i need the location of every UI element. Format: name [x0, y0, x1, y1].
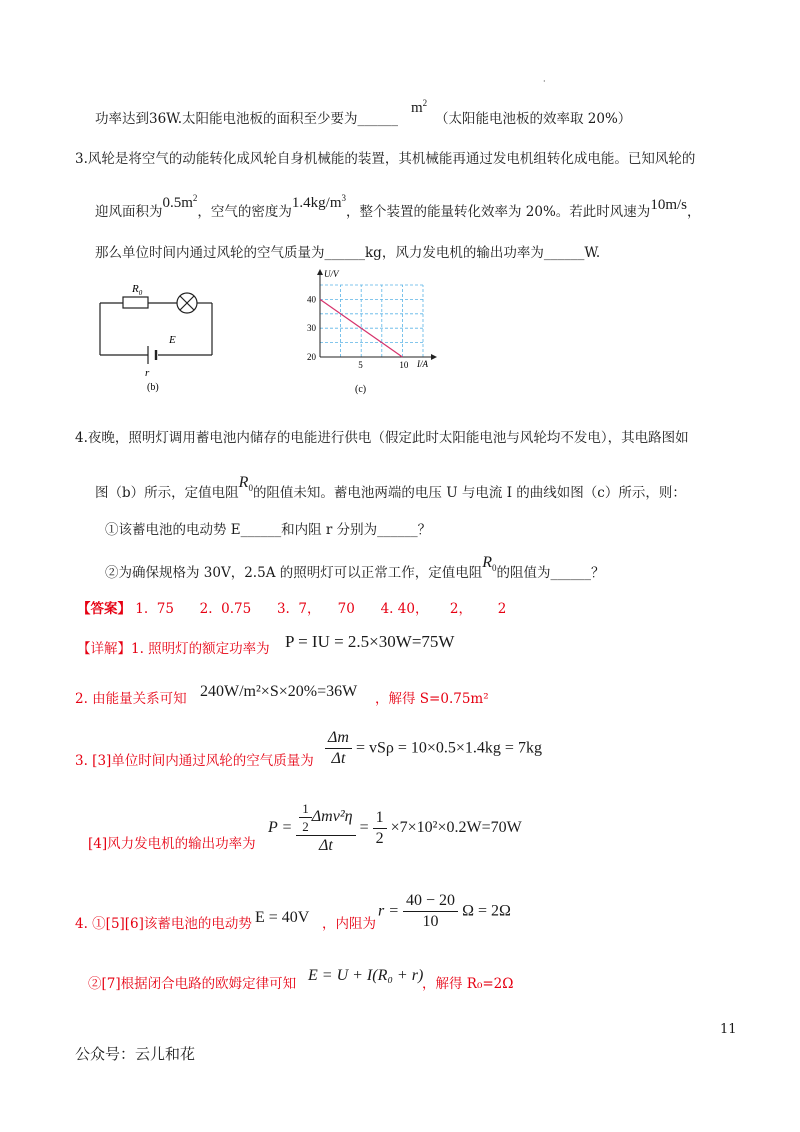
caption-b: (b) — [147, 382, 159, 393]
resistor-r0 — [123, 297, 148, 308]
y-tick-label: 30 — [307, 323, 316, 334]
eq-energy: 240W/m²×S×20%=36W — [200, 683, 358, 700]
x-axis-label: I/A — [417, 359, 428, 369]
answer-line — [77, 603, 506, 617]
internal-r-label: r — [145, 367, 150, 379]
line-power-area — [95, 113, 398, 127]
r0-symbol: $R_0$ — [238, 474, 253, 494]
r0-symbol-2: $R_0$ — [482, 554, 497, 574]
q4-line3: ①该蓄电池的电动势 E______和内阻 r 分别为______？ — [105, 522, 432, 538]
density-value: $1.4kg/m^3$ — [291, 193, 347, 211]
emf-label: E — [169, 334, 176, 346]
y-axis-arrow — [317, 269, 323, 275]
y-tick-label: 20 — [307, 352, 316, 362]
detail-line2: 2. 由能量关系可知 — [75, 691, 187, 707]
y-axis-label: U/V — [324, 269, 339, 279]
detail-line5: 4. ①[5][6]该蓄电池的电动势 — [75, 916, 252, 932]
eq-power-lamp: P = IU = 2.5×30W=75W — [285, 632, 455, 651]
footer-wechat: 公众号：云儿和花 — [75, 1045, 196, 1063]
caption-c: (c) — [355, 384, 367, 395]
q4-line1: 4.夜晚，照明灯调用蓄电池内储存的电能进行供电（假定此时太阳能电池与风轮均不发电），其电路图如 — [75, 430, 689, 446]
detail-line6: ②[7]根据闭合电路的欧姆定律可知 — [88, 976, 297, 992]
x-tick-label: 5 — [358, 360, 363, 370]
q3-line1: 3.风轮是将空气的动能转化成风轮自身机械能的装置，其机械能再通过发电机组转化成电能。已知风轮的 — [75, 151, 696, 167]
detail-line2b: ，解得 S=0.75m² — [375, 691, 489, 707]
detail-line5b: ，内阻为 — [322, 916, 376, 932]
line-text: 功率达到36W.太阳能电池板的面积至少要为______ — [95, 111, 398, 127]
eq-internal-resistance: r = $\frac{40 - 20}{10}$ Ω = 2Ω — [378, 892, 511, 930]
x-axis-arrow — [431, 354, 437, 360]
y-tick-label: 40 — [307, 294, 316, 305]
answer-items: 1. 75 2. 0.75 3. 7， 70 4. 40， 2， 2 — [135, 601, 507, 617]
q4-line2: 图（b）所示，定值电阻$R_0$的阻值未知。蓄电池两端的电压 U 与电流 I 的曲线如图（c）所示，则： — [95, 474, 686, 501]
eq-emf: E = 40V — [255, 909, 310, 926]
x-tick-label: 10 — [399, 360, 409, 370]
q3-line2: 迎风面积为$0.5m^2$，空气的密度为$1.4kg/m^3$，整个装置的能量转化效率为 20%。若此时风速为10m/s， — [95, 193, 701, 220]
circuit-diagram-b — [90, 280, 230, 395]
speed-value: 10m/s — [650, 197, 687, 213]
eq-mass-rate: $\frac{\Delta m}{\Delta t}$ = vSρ = 10×0.5×1.4kg = 7kg — [325, 730, 542, 767]
eq-output-power: P = $\frac{1}{2}$ Δmv²η Δt = $\frac{1}{2}$ ×7×10²×0.2W=70W — [268, 801, 522, 854]
ui-graph-c — [300, 265, 440, 395]
detail-line4: [4]风力发电机的输出功率为 — [88, 836, 256, 852]
area-value: $0.5m^2$ — [162, 193, 198, 211]
stray-dot: · — [543, 77, 546, 86]
detail-line6b: ，解得 R₀=2Ω — [422, 976, 514, 992]
unit-m2: $m^2$ — [411, 98, 428, 116]
q4-line4: ②为确保规格为 30V，2.5A 的照明灯可以正常工作，定值电阻$R_0$的阻值为______？ — [105, 554, 605, 581]
efficiency-note: （太阳能电池板的效率取 20%） — [435, 111, 632, 127]
answer-label: 【答案】 — [77, 601, 131, 617]
page-number: 11 — [720, 1022, 737, 1037]
q3-line3: 那么单位时间内通过风轮的空气质量为______kg，风力发电机的输出功率为______W. — [95, 245, 601, 261]
r0-label: $R_0$ — [132, 283, 143, 297]
detail-line3: 3. [3]单位时间内通过风轮的空气质量为 — [75, 753, 314, 769]
eq-ohm-law: E = U + I(R₀ + r) — [308, 967, 424, 984]
detail-line1: 【详解】1. 照明灯的额定功率为 — [77, 641, 270, 657]
